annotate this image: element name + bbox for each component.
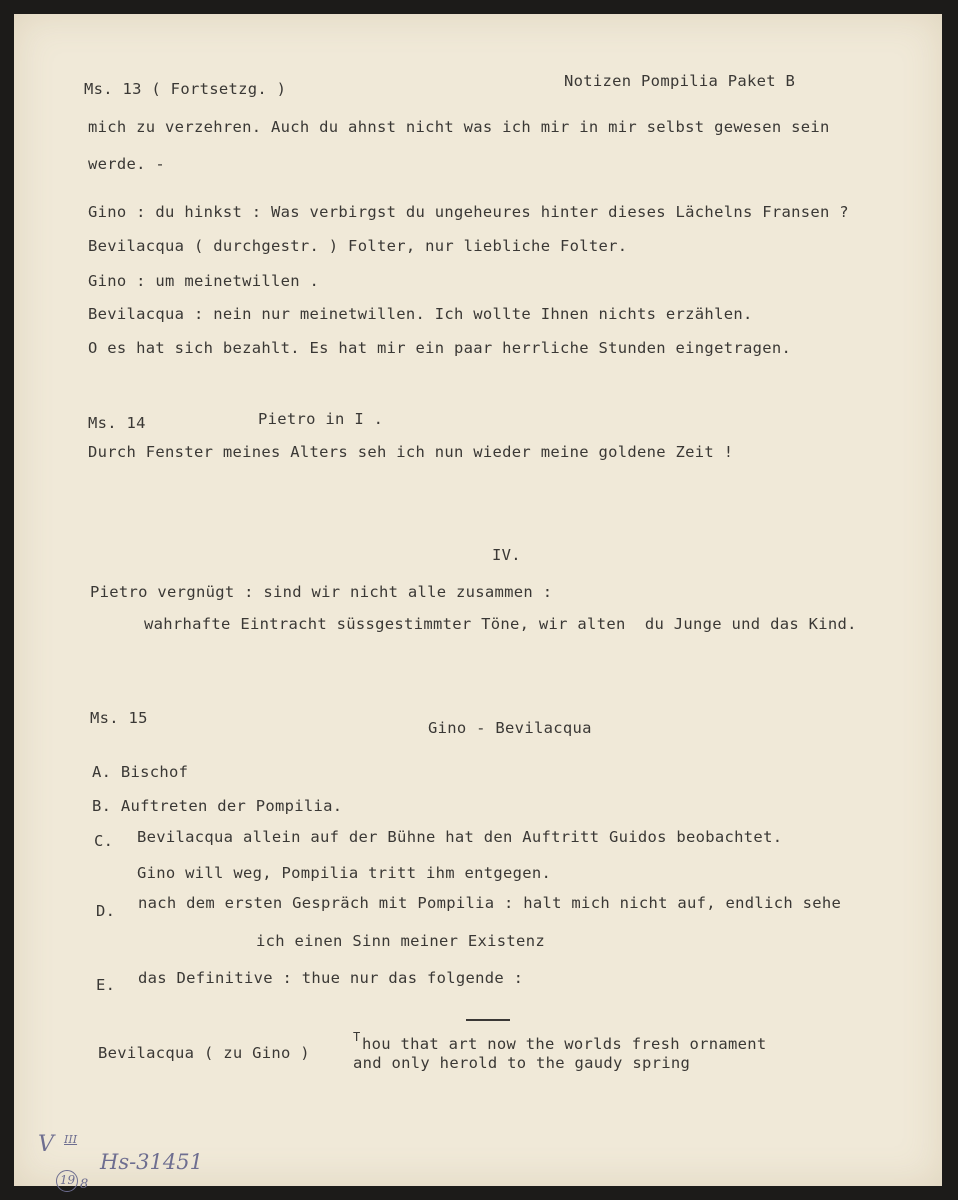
dialogue-line: Bevilacqua : nein nur meinetwillen. Ich wollte Ihnen nichts erzählen. — [88, 305, 753, 323]
speaker-label: Bevilacqua ( zu Gino ) — [98, 1044, 310, 1062]
act-heading: IV. — [492, 546, 521, 564]
dialogue-line: Gino : du hinkst : Was verbirgst du ungeheures hinter dieses Lächelns Fransen ? — [88, 203, 849, 221]
quote-line: and only herold to the gaudy spring — [353, 1054, 691, 1072]
section-heading: Gino - Bevilacqua — [428, 719, 592, 737]
typescript-page — [14, 14, 942, 1192]
archive-roman-numeral: III — [64, 1133, 78, 1146]
text-line: werde. - — [88, 155, 166, 173]
list-item-text: nach dem ersten Gespräch mit Pompilia : halt mich nicht auf, endlich sehe — [138, 894, 842, 912]
list-item: B. Auftreten der Pompilia. — [92, 797, 343, 815]
header-manuscript-ref: Ms. 13 ( Fortsetzg. ) — [84, 80, 287, 98]
list-item-text: Gino will weg, Pompilia tritt ihm entgegen. — [137, 864, 552, 882]
text-line: Pietro vergnügt : sind wir nicht alle zusammen : — [90, 583, 553, 601]
quote-initial: T — [353, 1030, 361, 1044]
list-item-text: Bevilacqua allein auf der Bühne hat den Auftritt Guidos beobachtet. — [137, 828, 783, 846]
archive-circled-number-text: 19 — [59, 1173, 76, 1187]
quote-line: hou that art now the worlds fresh ornament — [362, 1035, 767, 1053]
dialogue-line: Bevilacqua ( durchgestr. ) Folter, nur liebliche Folter. — [88, 237, 628, 255]
scene-heading: Pietro in I . — [258, 410, 384, 428]
separator-rule — [466, 1019, 510, 1021]
list-marker: E. — [96, 976, 116, 994]
list-item-text: das Definitive : thue nur das folgende : — [138, 969, 524, 987]
text-line: Durch Fenster meines Alters seh ich nun wieder meine goldene Zeit ! — [88, 443, 734, 461]
list-marker: C. — [94, 832, 114, 850]
manuscript-ref: Ms. 15 — [90, 709, 148, 727]
list-item-text: ich einen Sinn meiner Existenz — [256, 932, 545, 950]
text-line: wahrhafte Eintracht süssgestimmter Töne, wir alten du Junge und das Kind. — [144, 615, 857, 633]
archive-sub-number: 8 — [80, 1177, 89, 1192]
dialogue-line: Gino : um meinetwillen . — [88, 272, 320, 290]
manuscript-ref: Ms. 14 — [88, 414, 146, 432]
text-line: mich zu verzehren. Auch du ahnst nicht was ich mir in mir selbst gewesen sein — [88, 118, 830, 136]
list-item: A. Bischof — [92, 763, 189, 781]
list-marker: D. — [96, 902, 116, 920]
archive-volume-mark: V — [38, 1132, 54, 1157]
dialogue-line: O es hat sich bezahlt. Es hat mir ein paar herrliche Stunden eingetragen. — [88, 339, 792, 357]
archive-shelfmark: Hs-31451 — [100, 1150, 203, 1174]
header-title: Notizen Pompilia Paket B — [564, 72, 796, 90]
